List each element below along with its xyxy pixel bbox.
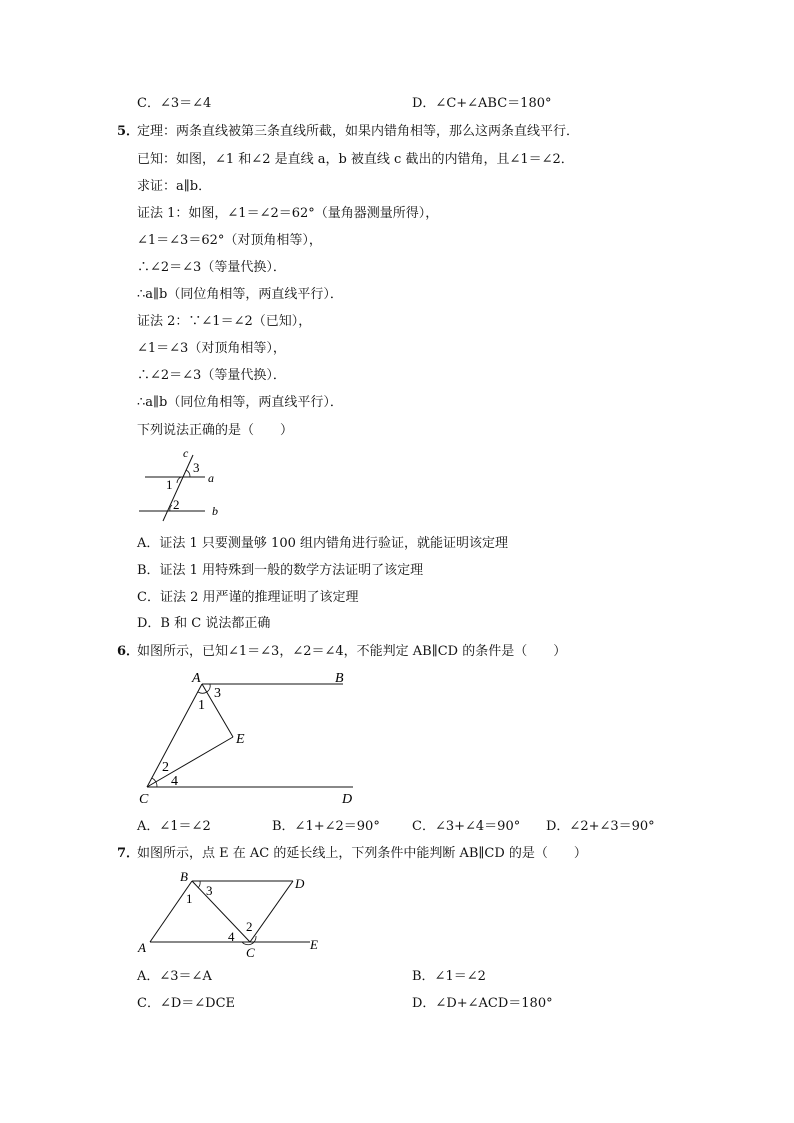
proof-line: 证法 1：如图，∠1＝∠2＝62°（量角器测量所得）， [137,206,439,221]
prove-text: 求证：a∥b． [137,179,212,194]
option-d: D．∠D+∠ACD＝180° [412,996,553,1011]
proof-line: ∠1＝∠3（对顶角相等）， [137,341,286,356]
vertex-d: D [342,792,353,807]
label-b: b [212,504,218,518]
angle-arc-a3 [207,684,210,692]
prev-option-d: D．∠C+∠ABC＝180° [412,96,552,111]
question-prompt: 下列说法正确的是（ ） [137,423,294,438]
vertex-a: A [138,940,146,955]
proof-line: ∴∠2＝∠3（等量代换）． [137,260,286,275]
question-stem: 定理：两条直线被第三条直线所截，如果内错角相等，那么这两条直线平行． [137,124,580,139]
vertex-e: E [236,732,245,747]
label-3: 3 [214,686,221,701]
option-d: D．B 和 C 说法都正确 [137,616,271,631]
label-c: c [183,446,189,460]
proof-line: ∠1＝∠3＝62°（对顶角相等）， [137,233,322,248]
parallelogram-figure [130,868,330,963]
label-2: 2 [246,919,253,934]
angle-arc-c4 [156,782,157,787]
segment-bc [192,881,250,942]
question-stem: 如图所示，点 E 在 AC 的延长线上，下列条件中能判断 AB∥CD 的是（ ） [137,846,587,861]
option-a: A．证法 1 只要测量够 100 组内错角进行验证，就能证明该定理 [137,536,509,551]
option-b: B．∠1+∠2＝90° [272,819,380,834]
label-2: 2 [173,497,180,512]
vertex-c: C [246,945,255,960]
vertex-e: E [310,937,318,952]
label-4: 4 [228,929,235,944]
vertex-b: B [180,869,188,884]
option-c: C．证法 2 用严谨的推理证明了该定理 [137,590,359,605]
angle-3-arc [186,470,190,477]
angle-arc-c [152,778,156,782]
option-d: D．∠2+∠3＝90° [546,819,655,834]
vertex-a: A [192,671,201,686]
proof-line: ∴a∥b（同位角相等，两直线平行）． [137,395,343,410]
option-b: B．∠1＝∠2 [412,969,486,984]
option-a: A．∠3＝∠A [137,969,212,984]
label-3: 3 [206,883,213,898]
segment-cd [250,881,293,942]
label-4: 4 [171,774,178,789]
parallel-lines-figure [130,445,240,525]
label-a: a [208,471,214,485]
vertex-b: B [335,671,344,686]
question-stem: 如图所示，已知∠1＝∠3，∠2＝∠4，不能判定 AB∥CD 的条件是（ ） [137,644,567,659]
proof-line: ∴∠2＝∠3（等量代换）． [137,368,286,383]
question-number: 5． [117,124,140,139]
vertex-d: D [295,876,305,891]
vertex-c: C [139,792,149,807]
prev-option-c: C．∠3＝∠4 [137,96,212,111]
proof-line: 证法 2：∵∠1＝∠2（已知）， [137,314,312,329]
label-1: 1 [166,477,173,492]
question-number: 7． [117,846,140,861]
given-text: 已知：如图，∠1 和∠2 是直线 a，b 被直线 c 截出的内错角，且∠1＝∠2． [137,152,574,167]
angle-figure [130,665,370,810]
proof-line: ∴a∥b（同位角相等，两直线平行）． [137,287,343,302]
label-1: 1 [198,698,205,713]
option-a: A．∠1＝∠2 [137,819,211,834]
angle-arc-a [198,692,207,693]
option-b: B．证法 1 用特殊到一般的数学方法证明了该定理 [137,563,424,578]
label-1: 1 [186,891,193,906]
question-number: 6． [117,644,140,659]
option-c: C．∠3+∠4＝90° [412,819,521,834]
label-3: 3 [193,460,200,475]
label-2: 2 [162,760,169,775]
option-c: C．∠D＝∠DCE [137,996,236,1011]
